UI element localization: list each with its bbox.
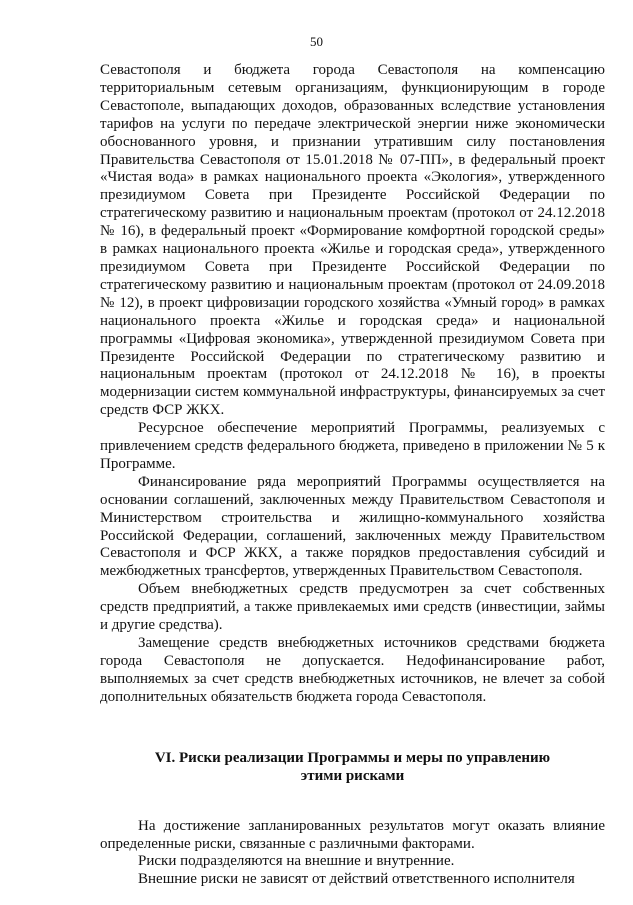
paragraph: Финансирование ряда мероприятий Программы осуществляется на основании соглашений, заключенных между Правительством Севастополя и Министерством строительства и жилищно-коммунального хозяйства Российской Федерации, соглашений, заключенных между Правительством Севастополя и ФСР ЖКХ, а также порядков предоставления субсидий и межбюджетных трансфертов, утвержденных Правительством Севастополя. [100,473,605,580]
paragraph: Ресурсное обеспечение мероприятий Программы, реализуемых с привлечением средств федерального бюджета, приведено в приложении № 5 к Программе. [100,420,605,472]
paragraph: На достижение запланированных результатов могут оказать влияние определенные риски, связанные с различными факторами. [100,817,605,852]
paragraph: Севастополя и бюджета города Севастополя на компенсацию территориальным сетевым организациям, функционирующим в городе Севастополе, выпадающих доходов, образованных вследствие установления тарифов на услуги по передаче электрической энергии ниже экономически обоснованного уровня, и признании утратившим силу постановления Правительства Севастополя от 15.01.2018 № 07-ПП», в федеральный проект «Чистая вода» в рамках национального проекта «Экология», утвержденного президиумом Совета при Президенте Российской Федерации по стратегическому развитию и национальным проектам (протокол от 24.12.2018 № 16), в федеральный проект «Формирование комфортной городской среды» в рамках национального проекта «Жилье и городская среда», утвержденного президиумом Совета при Президенте Российской Федерации по стратегическому развитию и национальным проектам (протокол от 24.09.2018 № 12), в проект цифровизации городского хозяйства «Умный город» в рамках национального проекта «Жилье и городская среда» и национальной программы «Цифровая экономика», утвержденной президиумом Совета при Президенте Российской Федерации по стратегическому развитию и национальным проектам (протокол от 24.12.2018 № 16), в проекты модернизации систем коммунальной инфраструктуры, финансируемых за счет средств ФСР ЖКХ. [100,62,605,419]
section-heading [100,749,605,785]
paragraph: Внешние риски не зависят от действий ответственного исполнителя [138,871,575,888]
paragraph: Риски подразделяются на внешние и внутренние. [138,853,455,870]
section-heading-line-2: этими рисками [300,767,405,784]
document-body [100,62,605,889]
paragraph: Замещение средств внебюджетных источников средствами бюджета города Севастополя не допускается. Недофинансирование работ, выполняемых за счет средств внебюджетных источников, не влечет за собой дополнительных обязательств бюджета города Севастополя. [100,635,605,705]
section-heading-line-1: VI. Риски реализации Программы и меры по управлению [154,749,551,766]
page-number: 50 [310,34,323,49]
paragraph: Объем внебюджетных средств предусмотрен за счет собственных средств предприятий, а также привлекаемых ими средств (инвестиции, займы и другие средства). [100,581,605,634]
